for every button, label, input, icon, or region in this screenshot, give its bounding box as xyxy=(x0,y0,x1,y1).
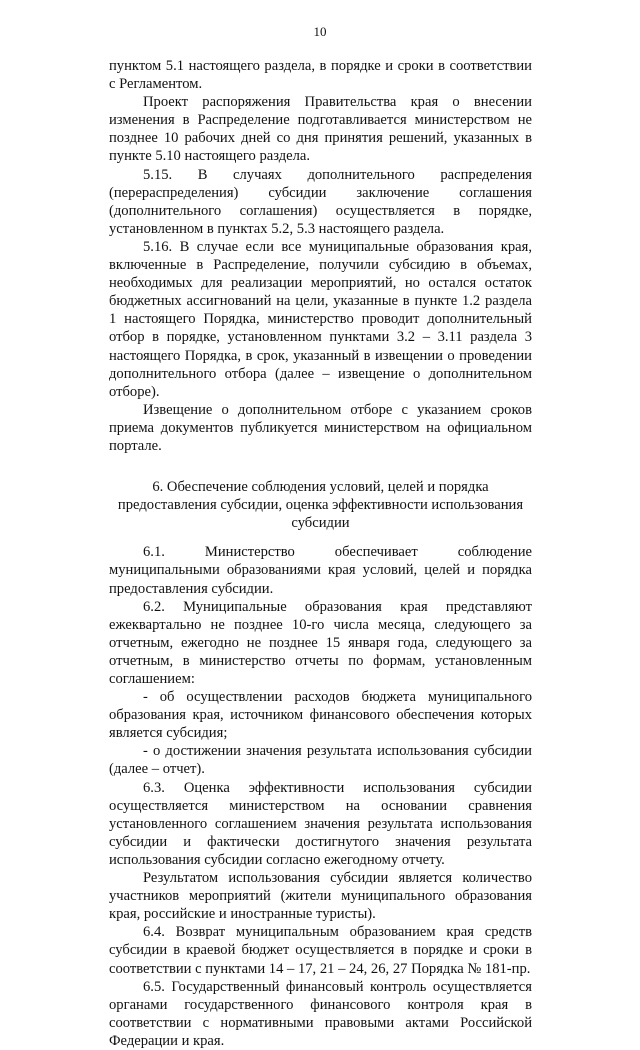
page-number: 10 xyxy=(313,24,327,39)
paragraph: 6.4. Возврат муниципальным образованием края средств субсидии в краевой бюджет осуществляется в порядке и сроки в соответствии с пунктами 14 – 17, 21 – 24, 26, 27 Порядка № 181-пр. xyxy=(109,924,532,977)
document-body xyxy=(109,57,532,1050)
paragraph: 6.1. Министерство обеспечивает соблюдение муниципальными образованиями края условий, целей и порядка предоставления субсидии. xyxy=(109,544,532,597)
paragraph: 6.3. Оценка эффективности использования субсидии осуществляется министерством на основании сравнения установленного соглашением значения результата использования субсидии и фактически достигнутого значения результата использования субсидии согласно ежегодному отчету. xyxy=(109,779,532,868)
paragraph: 6.2. Муниципальные образования края представляют ежеквартально не позднее 10-го числа месяца, следующего за отчетным, ежегодно не позднее 15 января года, следующего за отчетным, в министерство отчеты по формам, установленным соглашением: xyxy=(109,598,532,687)
paragraph: Извещение о дополнительном отборе с указанием сроков приема документов публикуется министерством на официальном портале. xyxy=(109,401,532,454)
list-item: - об осуществлении расходов бюджета муниципального образования края, источником финансового обеспечения которых является субсидия; xyxy=(109,689,532,742)
paragraph: 5.16. В случае если все муниципальные образования края, включенные в Распределение, получили субсидию в объемах, необходимых для реализации мероприятий, но остался остаток бюджетных ассигнований на цели, указанные в пункте 1.2 раздела 1 настоящего Порядка, министерство проводит дополнительный отбор в порядке, установленном пунктами 3.2 – 3.11 раздела 3 настоящего Порядка, в срок, указанный в извещении о проведении дополнительного отбора (далее – извещение о дополнительном отборе). xyxy=(109,238,532,400)
paragraph: пунктом 5.1 настоящего раздела, в порядке и сроки в соответствии с Регламентом. xyxy=(109,58,532,93)
paragraph: Проект распоряжения Правительства края о внесении изменения в Распределение подготавливается министерством не позднее 10 рабочих дней со дня принятия решений, указанных в пункте 5.10 настоящего раздела. xyxy=(109,94,532,165)
section-heading: 6. Обеспечение соблюдения условий, целей и порядка предоставления субсидии, оценка эффективности использования субсидии xyxy=(117,479,524,532)
list-item: - о достижении значения результата использования субсидии (далее – отчет). xyxy=(109,743,532,778)
paragraph: 6.5. Государственный финансовый контроль осуществляется органами государственного финансового контроля края в соответствии с нормативными правовыми актами Российской Федерации и края. xyxy=(109,978,532,1049)
paragraph: Результатом использования субсидии является количество участников мероприятий (жители муниципального образования края, российские и иностранные туристы). xyxy=(109,870,532,923)
paragraph: 5.15. В случаях дополнительного распределения (перераспределения) субсидии заключение соглашения (дополнительного соглашения) осуществляется в порядке, установленном в пунктах 5.2, 5.3 настоящего раздела. xyxy=(109,166,532,237)
